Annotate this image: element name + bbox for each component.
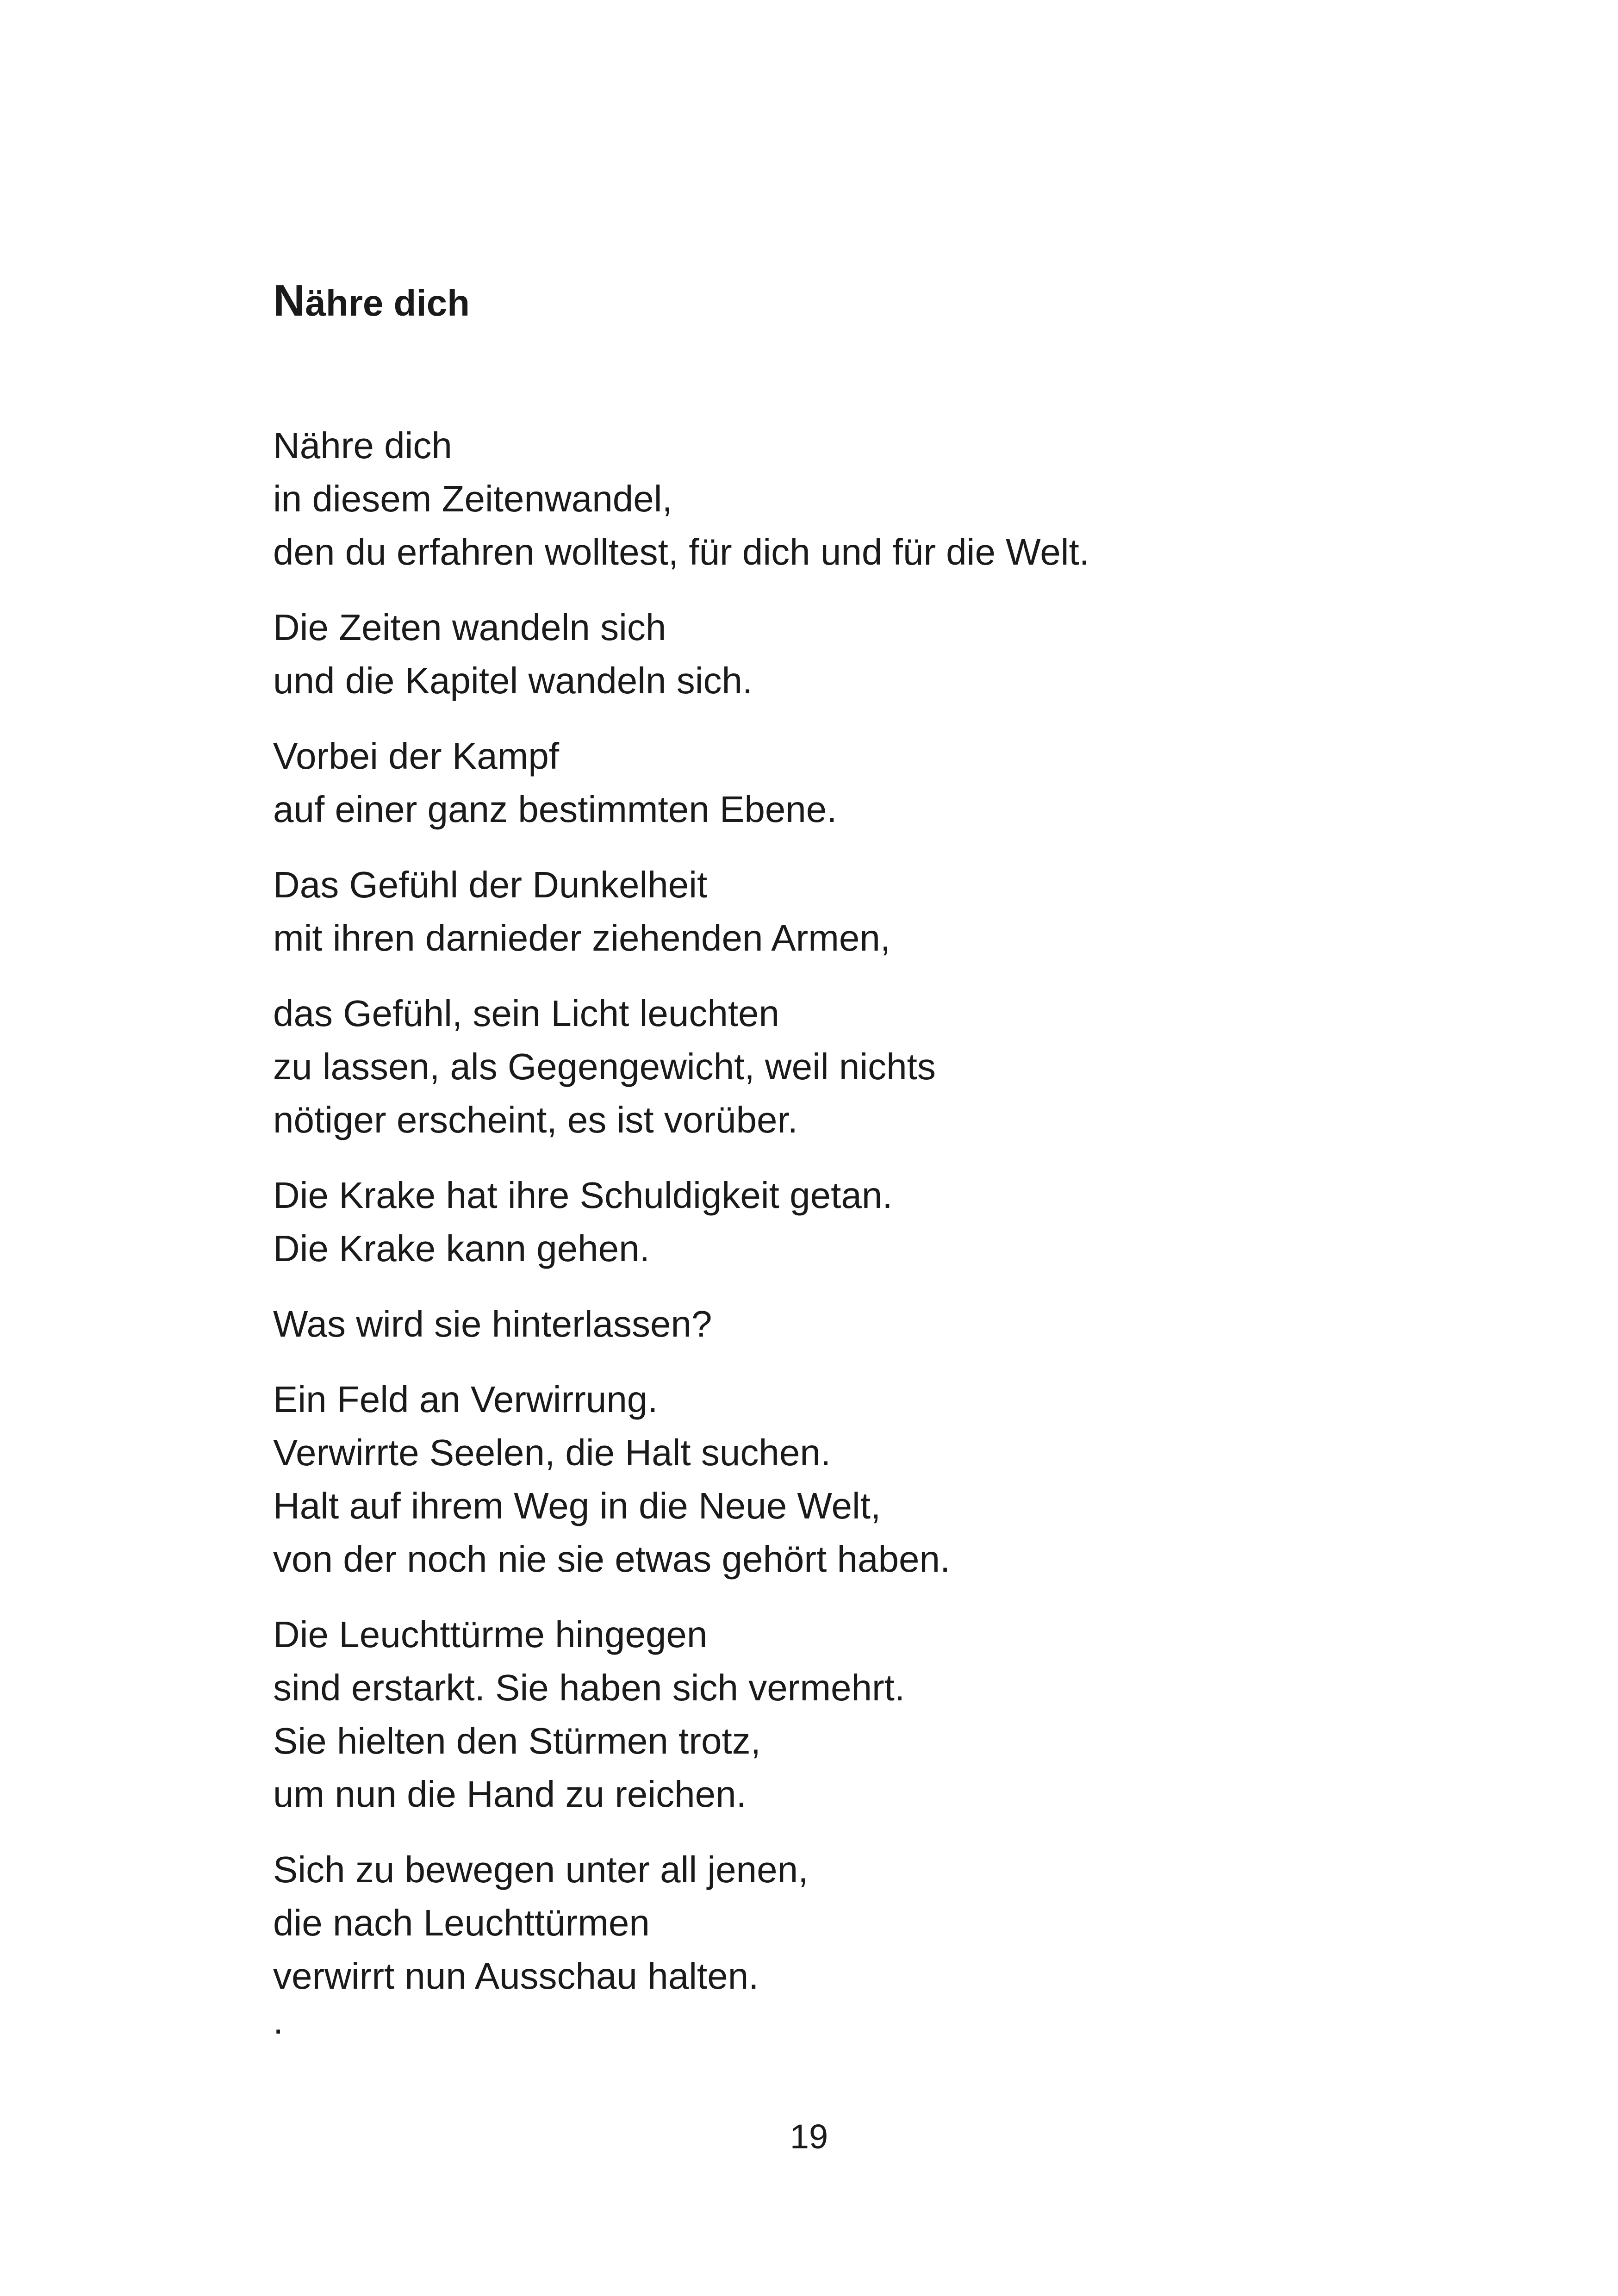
poem-line: die nach Leuchttürmen (273, 1902, 650, 1943)
poem-line: Vorbei der Kampf (273, 735, 560, 777)
poem-line: Nähre dich (273, 425, 452, 466)
poem-title-rest: ähre dich (305, 282, 470, 324)
stanza (273, 858, 1523, 964)
poem-line: in diesem Zeitenwandel, (273, 478, 672, 519)
stanza (273, 1373, 1523, 1586)
stanza (273, 1297, 1523, 1350)
poem-line: auf einer ganz bestimmten Ebene. (273, 789, 837, 830)
poem-line: nötiger erscheint, es ist vorüber. (273, 1099, 798, 1140)
poem-line: um nun die Hand zu reichen. (273, 1773, 747, 1815)
poem-line: Was wird sie hinterlassen? (273, 1303, 712, 1344)
poem-line: Die Leuchttürme hingegen (273, 1614, 708, 1655)
stanza (273, 1843, 1523, 2040)
poem-line: zu lassen, als Gegengewicht, weil nichts (273, 1046, 936, 1087)
poem-line: Sie hielten den Stürmen trotz, (273, 1720, 761, 1761)
poem-title-initial: N (273, 276, 305, 325)
poem-body (273, 419, 1523, 2040)
stanza (273, 601, 1523, 707)
poem-line: sind erstarkt. Sie haben sich vermehrt. (273, 1667, 905, 1708)
stanza (273, 1169, 1523, 1275)
poem-line: Die Zeiten wandeln sich (273, 607, 666, 648)
poem-line: den du erfahren wolltest, für dich und für die Welt. (273, 531, 1089, 572)
poem-title (273, 273, 470, 331)
poem-line: und die Kapitel wandeln sich. (273, 660, 753, 701)
poem-line: Die Krake kann gehen. (273, 1228, 650, 1269)
poem-line: Sich zu bewegen unter all jenen, (273, 1849, 809, 1890)
poem-line: Halt auf ihrem Weg in die Neue Welt, (273, 1485, 881, 1526)
poem-line: Die Krake hat ihre Schuldigkeit getan. (273, 1175, 893, 1216)
stanza (273, 1608, 1523, 1821)
trailing-dot: . (273, 2000, 284, 2041)
poem-line: mit ihren darnieder ziehenden Armen, (273, 917, 891, 958)
poem-line: Verwirrte Seelen, die Halt suchen. (273, 1432, 831, 1473)
poem-line: Das Gefühl der Dunkelheit (273, 864, 708, 905)
poem-line: Ein Feld an Verwirrung. (273, 1379, 658, 1420)
poem-line: das Gefühl, sein Licht leuchten (273, 993, 780, 1034)
poem-line: von der noch nie sie etwas gehört haben. (273, 1538, 951, 1580)
poem-line: verwirrt nun Ausschau halten. (273, 1955, 759, 1997)
stanza (273, 419, 1523, 579)
stanza (273, 729, 1523, 836)
page-number: 19 (790, 2117, 828, 2156)
stanza (273, 987, 1523, 1146)
